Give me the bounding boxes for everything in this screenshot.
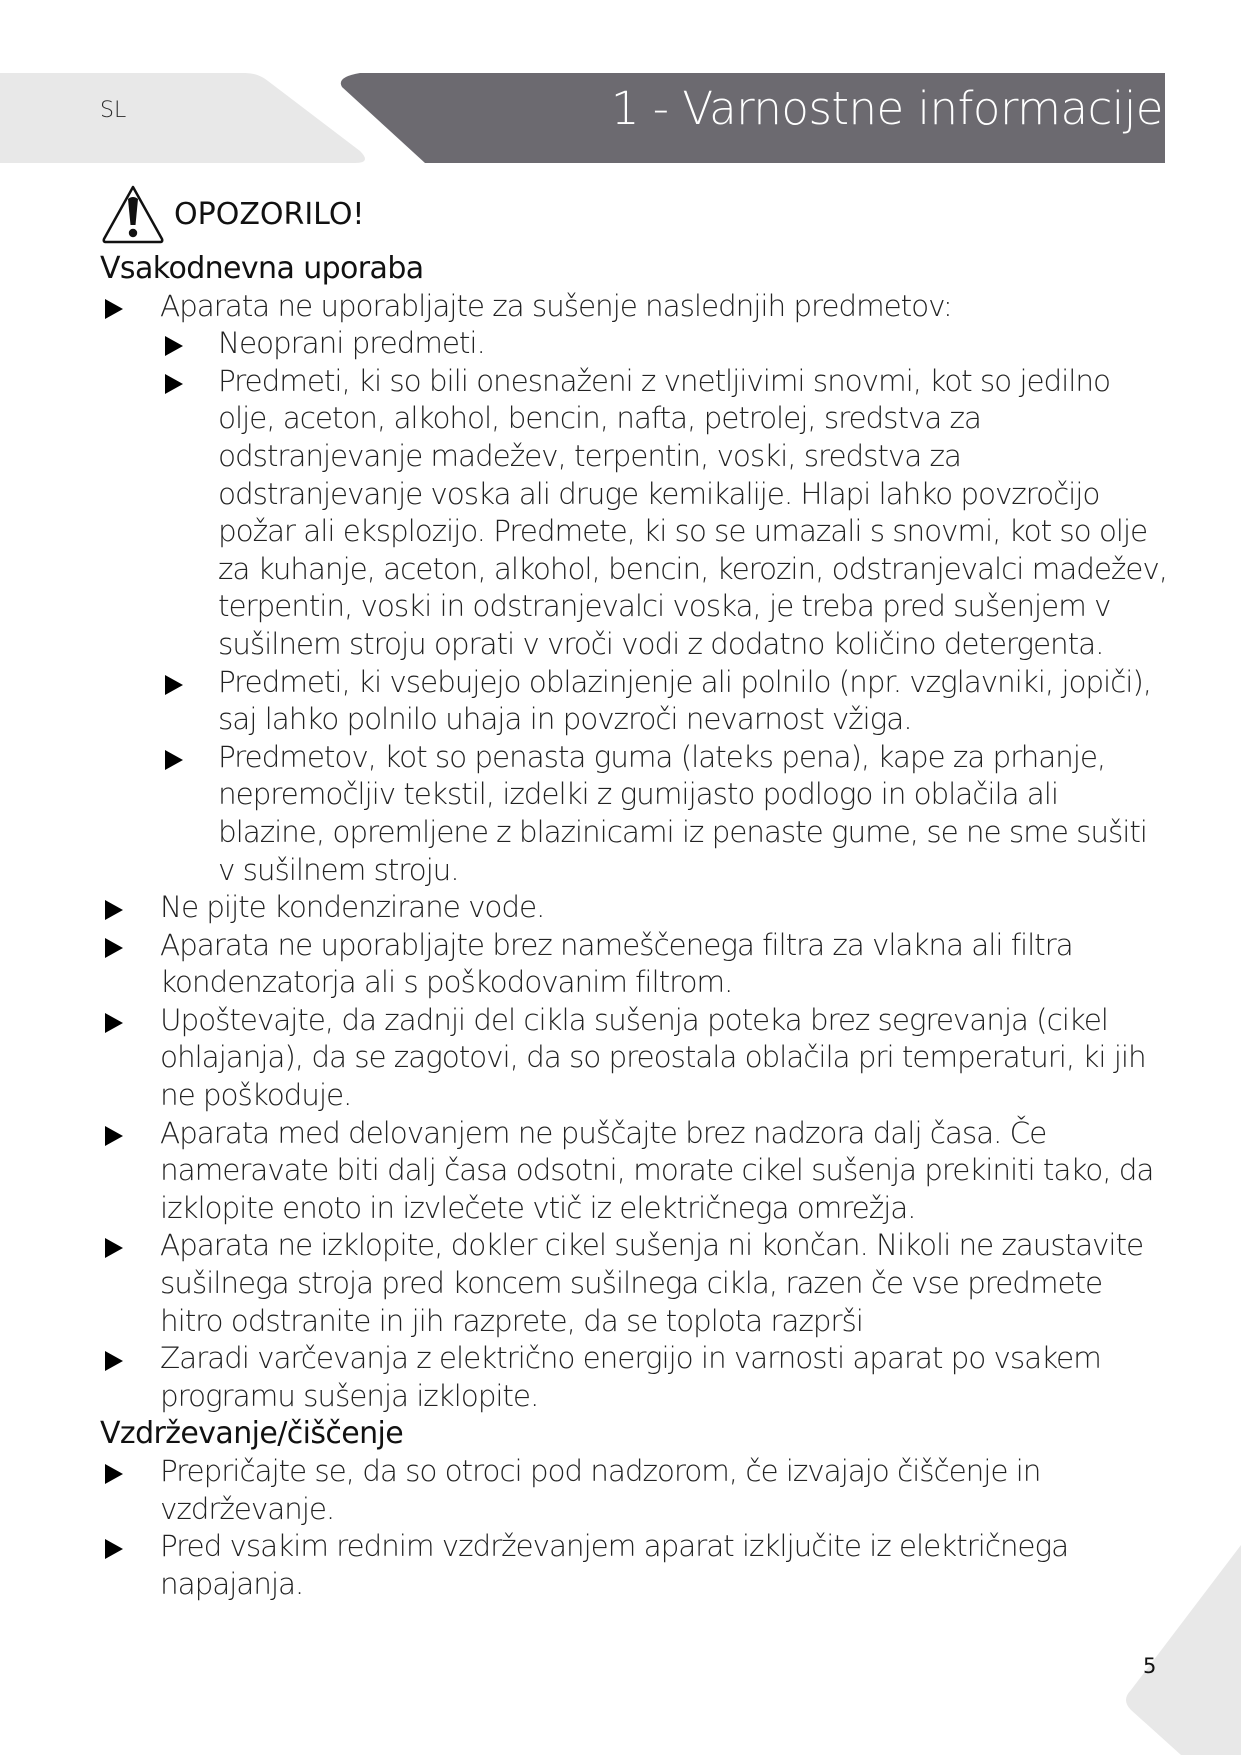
list-item-text: Aparata ne uporabljajte brez nameščenega filtra za vlakna ali filtra kondenzatorja ali s poškodovanim filtrom. [160,927,1073,1000]
bullet-arrow-icon [105,1464,123,1484]
page-title: 1 - Varnostne informacije [610,82,1163,135]
excluded-items-sublist [160,325,1170,889]
list-item [100,889,1170,927]
bullet-arrow-icon [165,750,183,770]
bullet-arrow-icon [105,938,123,958]
warning-label: OPOZORILO! [174,196,365,232]
list-item [100,1340,1170,1415]
section-heading-daily-use: Vsakodnevna uporaba [100,251,424,286]
list-item-text: Aparata ne uporabljajte za sušenje naslednjih predmetov: [160,288,952,323]
bullet-arrow-icon [105,1238,123,1258]
sublist-item [160,664,1170,739]
sublist-item-text: Predmeti, ki so bili onesnaženi z vnetljivimi snovmi, kot so jedilno olje, aceton, alkohol, bencin, nafta, petrolej, sredstva za odstranjevanje madežev, terpentin, voski, sredstva za odstranjevanje voska ali druge kemikalije. Hlapi lahko povzročijo požar ali eksplozijo. Predmete, ki so se umazali s snovmi, kot so olje za kuhanje, aceton, alkohol, bencin, kerozin, odstranjevalci madežev, terpentin, voski in odstranjevalci voska, je treba pred sušenjem v sušilnem stroju oprati v vroči vodi z dodatno količino detergenta. [218,363,1167,661]
bullet-arrow-icon [105,1126,123,1146]
list-item [100,1528,1170,1603]
list-item-text: Zaradi varčevanja z električno energijo in varnosti aparat po vsakem programu sušenja izklopite. [160,1341,1101,1413]
maintenance-list [100,1453,1170,1603]
sublist-item [160,325,1170,363]
bullet-arrow-icon [165,336,183,356]
warning-header [100,180,364,248]
list-item [100,1227,1170,1340]
bullet-arrow-icon [105,1539,123,1559]
list-item [100,1002,1170,1115]
sublist-item-text: Predmetov, kot so penasta guma (lateks pena), kape za prhanje, nepremočljiv tekstil, izdelki z gumijasto podlogo in oblačila ali blazine, opremljene z blazinicami iz penaste gume, se ne sme sušiti v sušilnem stroju. [218,739,1147,887]
list-item [100,288,1170,890]
list-item-text: Aparata ne izklopite, dokler cikel sušenja ni končan. Nikoli ne zaustavite sušilnega stroja pred koncem sušilnega cikla, razen če vse predmete hitro odstranite in jih razprete, da se toplota razprši [160,1228,1144,1338]
sublist-item [160,363,1170,664]
sublist-item-text: Neoprani predmeti. [218,326,485,361]
list-item-text: Ne pijte kondenzirane vode. [160,890,545,925]
bullet-arrow-icon [105,900,123,920]
list-item [100,1453,1170,1528]
warning-triangle-icon [100,183,166,245]
bullet-arrow-icon [165,675,183,695]
bullet-arrow-icon [105,299,123,319]
list-item-text: Aparata med delovanjem ne puščajte brez nadzora dalj časa. Če nameravate biti dalj časa odsotni, morate cikel sušenja prekiniti tako, da izklopite enoto in izvlečete vtič iz električnega omrežja. [160,1115,1154,1225]
list-item-text: Upoštevajte, da zadnji del cikla sušenja poteka brez segrevanja (cikel ohlajanja), da se zagotovi, da so preostala oblačila pri temperaturi, ki jih ne poškoduje. [160,1002,1146,1113]
list-item-text: Prepričajte se, da so otroci pod nadzorom, če izvajajo čiščenje in vzdrževanje. [160,1454,1041,1526]
bullet-arrow-icon [105,1351,123,1371]
page-number: 5 [1143,1654,1157,1678]
language-code: SL [100,98,127,123]
bullet-arrow-icon [165,374,183,394]
list-item [100,1115,1170,1228]
bullet-arrow-icon [105,1013,123,1033]
section-heading-maintenance: Vzdrževanje/čiščenje [100,1416,404,1452]
daily-use-list [100,288,1170,1416]
list-item [100,927,1170,1002]
sublist-item-text: Predmeti, ki vsebujejo oblazinjenje ali polnilo (npr. vzglavniki, jopiči), saj lahko polnilo uhaja in povzroči nevarnost vžiga. [218,664,1152,737]
page-number-tab [1061,1545,1241,1755]
document-body [100,250,1170,1603]
list-item-text: Pred vsakim rednim vzdrževanjem aparat izključite iz električnega napajanja. [160,1529,1069,1601]
sublist-item [160,739,1170,889]
